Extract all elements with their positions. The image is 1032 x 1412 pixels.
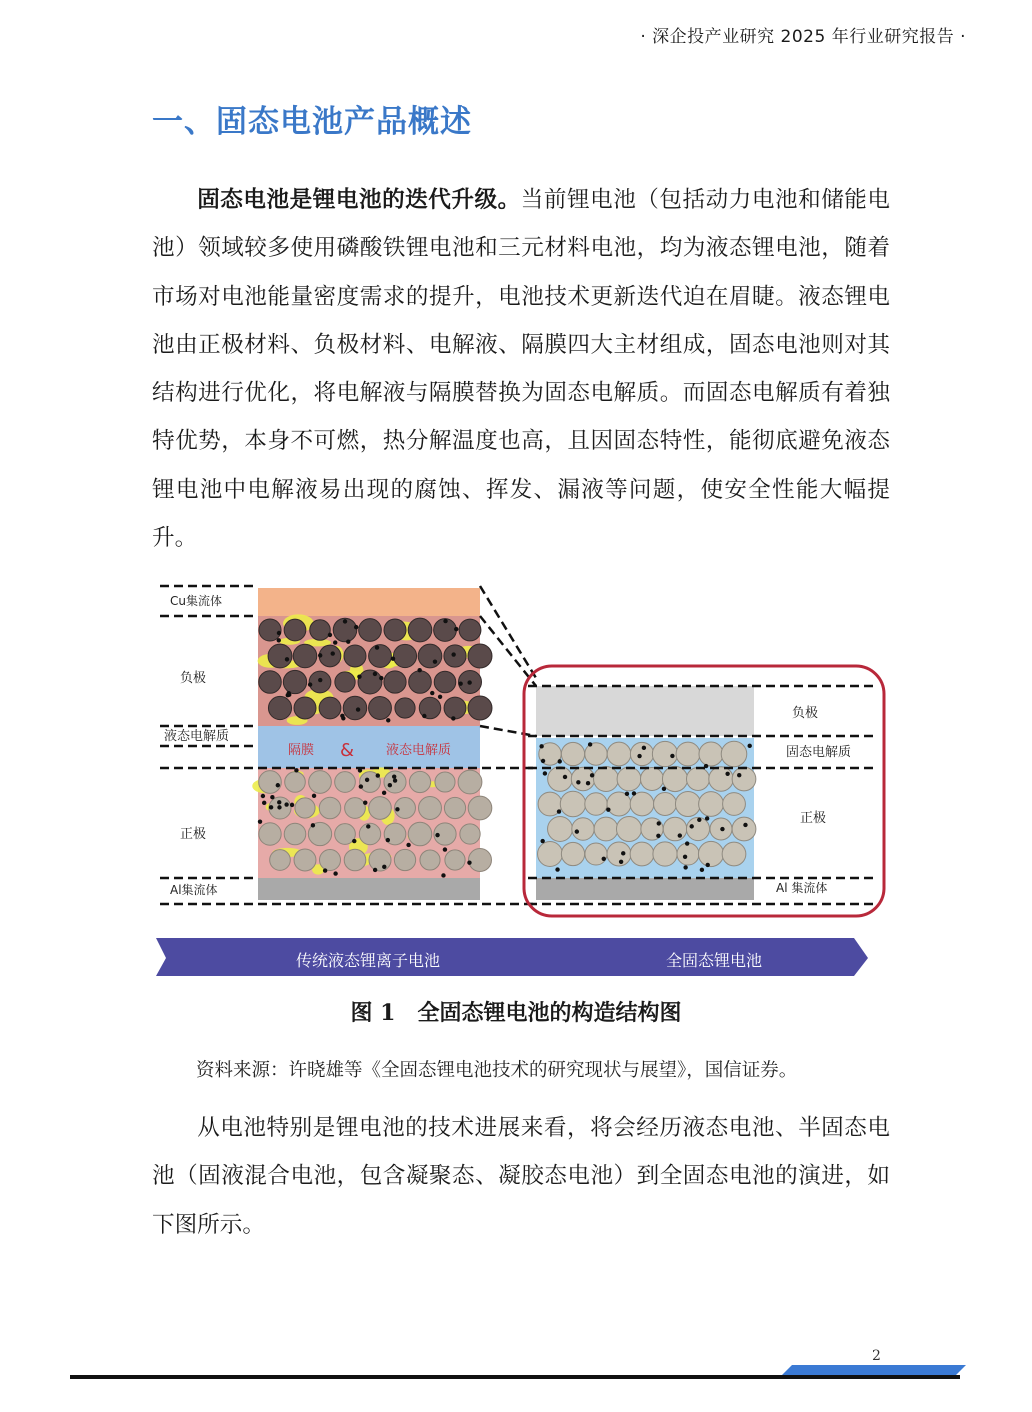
solid-ion-dot xyxy=(606,807,610,811)
solid-ion-dot xyxy=(748,744,752,748)
anode-particle xyxy=(468,644,492,668)
solid-cathode-particle xyxy=(548,767,573,792)
cathode-particle xyxy=(309,771,332,794)
ion-dot xyxy=(366,824,370,828)
solid-ion-dot xyxy=(683,855,687,859)
label-al-collector-left: Al集流体 xyxy=(170,883,218,897)
anode-particle xyxy=(459,619,481,641)
solid-ion-dot xyxy=(685,841,689,845)
footer-rule xyxy=(70,1375,960,1379)
ion-dot xyxy=(454,627,458,631)
ion-dot xyxy=(356,707,360,711)
ion-dot xyxy=(443,847,447,851)
solid-cathode-particle xyxy=(538,842,563,867)
ion-dot xyxy=(359,784,363,788)
solid-ion-dot xyxy=(619,860,623,864)
cathode-particle xyxy=(409,771,430,792)
anode-particle xyxy=(359,619,382,642)
solid-ion-dot xyxy=(621,851,625,855)
solid-cathode-particle xyxy=(686,767,709,790)
solid-cathode-particle xyxy=(630,742,653,765)
solid-ion-dot xyxy=(705,816,709,820)
ion-dot xyxy=(269,805,273,809)
banner-left-label: 传统液态锂离子电池 xyxy=(296,951,441,970)
solid-cathode-particle xyxy=(699,742,723,766)
solid-ion-dot xyxy=(637,754,641,758)
cathode-particle xyxy=(369,849,391,871)
anode-particle xyxy=(393,644,416,667)
ion-dot xyxy=(290,803,294,807)
cathode-particle xyxy=(335,772,356,793)
solid-ion-dot xyxy=(543,771,547,775)
ion-dot xyxy=(422,714,426,718)
solid-cathode-particle xyxy=(630,792,654,816)
ion-dot xyxy=(376,773,380,777)
solid-cathode-particle xyxy=(617,767,641,791)
ion-dot xyxy=(270,795,274,799)
ion-dot xyxy=(276,783,280,787)
paragraph-evolution: 从电池特别是锂电池的技术进展来看，将会经历液态电池、半固态电池（固液混合电池，包含凝聚态、凝胶态电池）到全固态电池的演进，如下图所示。 xyxy=(152,1115,890,1238)
cathode-particle xyxy=(445,850,465,870)
anode-particle xyxy=(434,671,456,693)
label-liquid-electrolyte-mid: 液态电解质 xyxy=(386,743,452,758)
footer-accent-left xyxy=(782,1365,792,1375)
solid-ion-dot xyxy=(557,809,561,813)
solid-ion-dot xyxy=(540,839,544,843)
solid-cathode-particle xyxy=(732,767,756,791)
ion-dot xyxy=(386,838,390,842)
ion-dot xyxy=(441,873,445,877)
battery-structure-figure xyxy=(156,578,889,978)
ion-dot xyxy=(467,680,471,684)
solid-cathode-particle xyxy=(585,743,607,765)
cathode-particle xyxy=(458,770,482,794)
ion-dot xyxy=(277,805,281,809)
solid-cathode-particle xyxy=(732,817,756,841)
solid-ion-dot xyxy=(575,829,579,833)
ion-dot xyxy=(365,778,369,782)
cathode-particle xyxy=(468,796,492,820)
solid-ion-dot xyxy=(743,823,747,827)
solid-cathode-particle xyxy=(663,817,687,841)
solid-cathode-particle xyxy=(676,742,700,766)
ion-dot xyxy=(331,651,335,655)
ion-dot xyxy=(391,657,395,661)
cathode-particle xyxy=(345,798,366,819)
ion-dot xyxy=(386,718,390,722)
solid-cathode-particle xyxy=(571,767,594,790)
solid-cathode-particle xyxy=(561,842,584,865)
ion-dot xyxy=(373,868,377,872)
ion-dot xyxy=(382,791,386,795)
ion-dot xyxy=(258,819,262,823)
ion-dot xyxy=(393,778,397,782)
solid-ion-dot xyxy=(539,744,543,748)
solid-cathode-particle xyxy=(561,742,584,765)
ion-dot xyxy=(328,633,332,637)
cathode-particle xyxy=(435,772,455,792)
solid-cathode-particle xyxy=(630,842,654,866)
ion-dot xyxy=(277,800,281,804)
ion-dot xyxy=(346,639,350,643)
cathode-particle xyxy=(270,850,291,871)
ion-dot xyxy=(417,668,421,672)
solid-cathode-particle xyxy=(572,818,594,840)
ion-dot xyxy=(333,640,337,644)
label-cu-collector: Cu集流体 xyxy=(170,594,222,608)
ion-dot xyxy=(311,823,315,827)
cathode-particle xyxy=(294,849,316,871)
figure-title: 全固态锂电池的构造结构图 xyxy=(417,1000,682,1026)
solid-cathode-particle xyxy=(607,742,631,766)
ion-dot xyxy=(323,868,327,872)
anode-particle xyxy=(268,696,291,719)
solid-cathode-particle xyxy=(709,767,733,791)
ion-dot xyxy=(312,794,316,798)
solid-ion-dot xyxy=(576,780,580,784)
cathode-particle xyxy=(319,849,340,870)
cathode-particle xyxy=(259,771,282,794)
solid-cathode-particle xyxy=(677,843,699,865)
ion-dot xyxy=(354,625,358,629)
anode-particle xyxy=(319,697,341,719)
solid-ion-dot xyxy=(590,773,594,777)
ion-dot xyxy=(261,794,265,798)
label-cathode-left: 正极 xyxy=(180,827,207,842)
solid-cathode-particle xyxy=(662,766,687,791)
page-header: · 深企投产业研究 2025 年行业研究报告 · xyxy=(640,27,966,47)
ion-dot xyxy=(395,807,399,811)
solid-cathode-particle xyxy=(585,843,607,865)
solid-cathode-particle xyxy=(675,791,700,816)
anode-particle xyxy=(468,696,492,720)
solid-ion-dot xyxy=(625,792,629,796)
solid-ion-dot xyxy=(697,818,701,822)
ion-dot xyxy=(451,716,455,720)
solid-ion-dot xyxy=(690,824,694,828)
cathode-particle xyxy=(444,797,465,818)
cu-collector-layer xyxy=(258,588,480,616)
label-al-collector-right: Al 集流体 xyxy=(776,881,828,895)
anode-particle xyxy=(369,645,392,668)
cathode-particle xyxy=(295,798,315,818)
solid-ion-dot xyxy=(602,857,606,861)
ion-dot xyxy=(430,691,434,695)
ion-dot xyxy=(333,871,337,875)
solid-cathode-particle xyxy=(722,842,746,866)
solid-ion-dot xyxy=(720,827,724,831)
solid-cathode-particle xyxy=(607,842,631,866)
solid-cathode-particle xyxy=(616,816,641,841)
ion-dot xyxy=(343,619,347,623)
figure-number: 图 1 xyxy=(350,1000,396,1026)
solid-cathode-particle xyxy=(640,767,663,790)
cathode-particle xyxy=(369,797,392,820)
label-anode-right: 负极 xyxy=(792,706,819,721)
anode-particle xyxy=(268,644,292,668)
solid-ion-dot xyxy=(657,821,661,825)
ion-dot xyxy=(287,691,291,695)
label-anode-left: 负极 xyxy=(180,671,207,686)
cathode-particle xyxy=(419,797,442,820)
solid-ion-dot xyxy=(588,742,592,746)
solid-cathode-particles xyxy=(538,741,756,872)
solid-ion-dot xyxy=(555,867,559,871)
al-collector-layer xyxy=(258,878,480,900)
label-cathode-right: 正极 xyxy=(800,811,827,826)
anode-particle xyxy=(283,670,306,693)
ion-dot xyxy=(443,619,447,623)
paragraph-lead: 固态电池是锂电池的迭代升级。 xyxy=(197,187,521,213)
ion-dot xyxy=(435,833,439,837)
solid-cathode-particle xyxy=(723,793,746,816)
solid-ion-dot xyxy=(632,791,636,795)
solid-ion-dot xyxy=(670,754,674,758)
anode-particle xyxy=(343,696,367,720)
anode-particle xyxy=(284,619,306,641)
anode-particle xyxy=(409,671,432,694)
label-liquid-electrolyte: 液态电解质 xyxy=(164,729,230,744)
ion-dot xyxy=(451,652,455,656)
cathode-particle xyxy=(259,823,281,845)
section-title: 一、固态电池产品概述 xyxy=(152,104,472,140)
anode-particle xyxy=(418,644,442,668)
anode-particle xyxy=(384,619,406,641)
ion-dot xyxy=(318,653,322,657)
ion-dot xyxy=(392,774,396,778)
solid-cathode-particle xyxy=(652,741,677,766)
ion-dot xyxy=(406,843,410,847)
figure-caption xyxy=(0,996,1032,1027)
solid-cathode-particle xyxy=(721,741,747,767)
solid-anode-layer xyxy=(536,686,754,736)
ion-dot xyxy=(262,801,266,805)
anode-particle xyxy=(319,645,341,667)
solid-ion-dot xyxy=(563,775,567,779)
anode-particle xyxy=(259,619,281,641)
footer-accent-right xyxy=(956,1365,966,1375)
cathode-particle xyxy=(284,823,306,845)
cathode-particle xyxy=(408,822,432,846)
ion-dot xyxy=(382,865,386,869)
anode-particle xyxy=(384,671,406,693)
cathode-particle xyxy=(319,797,341,819)
anode-particle xyxy=(335,672,355,692)
ion-dot xyxy=(375,645,379,649)
solid-cathode-particle xyxy=(698,841,723,866)
anode-particle xyxy=(408,618,432,642)
cathode-particle xyxy=(460,824,480,844)
anode-particle xyxy=(358,670,382,694)
ion-dot xyxy=(308,682,312,686)
solid-cathode-particle xyxy=(594,767,619,792)
ion-dot xyxy=(438,695,442,699)
solid-ion-dot xyxy=(656,834,660,838)
solid-ion-dot xyxy=(700,868,704,872)
anode-particle xyxy=(444,697,466,719)
ion-dot xyxy=(285,657,289,661)
ion-dot xyxy=(340,714,344,718)
cathode-particle xyxy=(420,850,440,870)
cathode-particle xyxy=(469,849,492,872)
paragraph-body: 当前锂电池（包括动力电池和储能电池）领域较多使用磷酸铁锂电池和三元材料电池，均为液态锂电池，随着市场对电池能量密度需求的提升，电池技术更新迭代迫在眉睫。液态锂电池由正极材料、负极材料、电解液、隔膜四大主材组成，固态电池则对其结构进行优化，将电解液与隔膜替换为固态电解质。而固态电解质有着独特优势，本身不可燃，热分解温度也高，且因固态特性，能彻底避免液态锂电池中电解液易出现的腐蚀、挥发、漏液等问题，使安全性能大幅提升。 xyxy=(152,187,891,552)
solid-ion-dot xyxy=(642,746,646,750)
ion-dot xyxy=(373,672,377,676)
solid-cathode-particle xyxy=(594,817,618,841)
solid-ion-dot xyxy=(683,865,687,869)
anode-particle xyxy=(369,697,392,720)
anode-particle xyxy=(344,645,366,667)
solid-ion-dot xyxy=(662,787,666,791)
banner-right-label: 全固态锂电池 xyxy=(666,951,763,970)
ion-dot xyxy=(357,674,361,678)
solid-cathode-particle xyxy=(585,793,607,815)
anode-particle xyxy=(310,620,330,640)
ion-dot xyxy=(363,801,367,805)
anode-particle xyxy=(293,644,317,668)
solid-cathode-particle xyxy=(653,842,677,866)
anode-particle xyxy=(395,698,415,718)
paragraph-intro xyxy=(152,176,890,562)
solid-cathode-particle xyxy=(699,792,724,817)
solid-ion-dot xyxy=(706,863,710,867)
solid-cathode-particle xyxy=(548,817,573,842)
cathode-particle xyxy=(394,849,415,870)
figure-source: 资料来源：许晓雄等《全固态锂电池技术的研究现状与展望》，国信证券。 xyxy=(196,1060,798,1081)
solid-ion-dot xyxy=(678,833,682,837)
ion-dot xyxy=(318,678,322,682)
ion-dot xyxy=(433,659,437,663)
ion-dot xyxy=(284,802,288,806)
ion-dot xyxy=(388,783,392,787)
ion-dot xyxy=(467,860,471,864)
solid-al-collector-layer xyxy=(536,878,754,900)
cathode-particle xyxy=(285,772,306,793)
label-solid-electrolyte: 固态电解质 xyxy=(786,745,852,760)
solid-cathode-particle xyxy=(560,791,585,816)
ion-dot xyxy=(352,839,356,843)
ion-dot xyxy=(458,681,462,685)
anode-particle xyxy=(259,671,282,694)
ion-dot xyxy=(277,638,281,642)
anode-particle xyxy=(294,697,316,719)
ion-dot xyxy=(379,676,383,680)
solid-ion-dot xyxy=(541,759,545,763)
ion-dot xyxy=(277,631,281,635)
cathode-particle xyxy=(344,849,366,871)
footer-accent-bar xyxy=(792,1365,956,1375)
page-number: 2 xyxy=(872,1348,881,1364)
solid-ion-dot xyxy=(558,759,562,763)
solid-ion-dot xyxy=(586,781,590,785)
label-amp: & xyxy=(340,740,355,761)
label-separator: 隔膜 xyxy=(288,743,315,758)
solid-ion-dot xyxy=(725,772,729,776)
solid-ion-dot xyxy=(737,773,741,777)
solid-cathode-particle xyxy=(654,793,677,816)
